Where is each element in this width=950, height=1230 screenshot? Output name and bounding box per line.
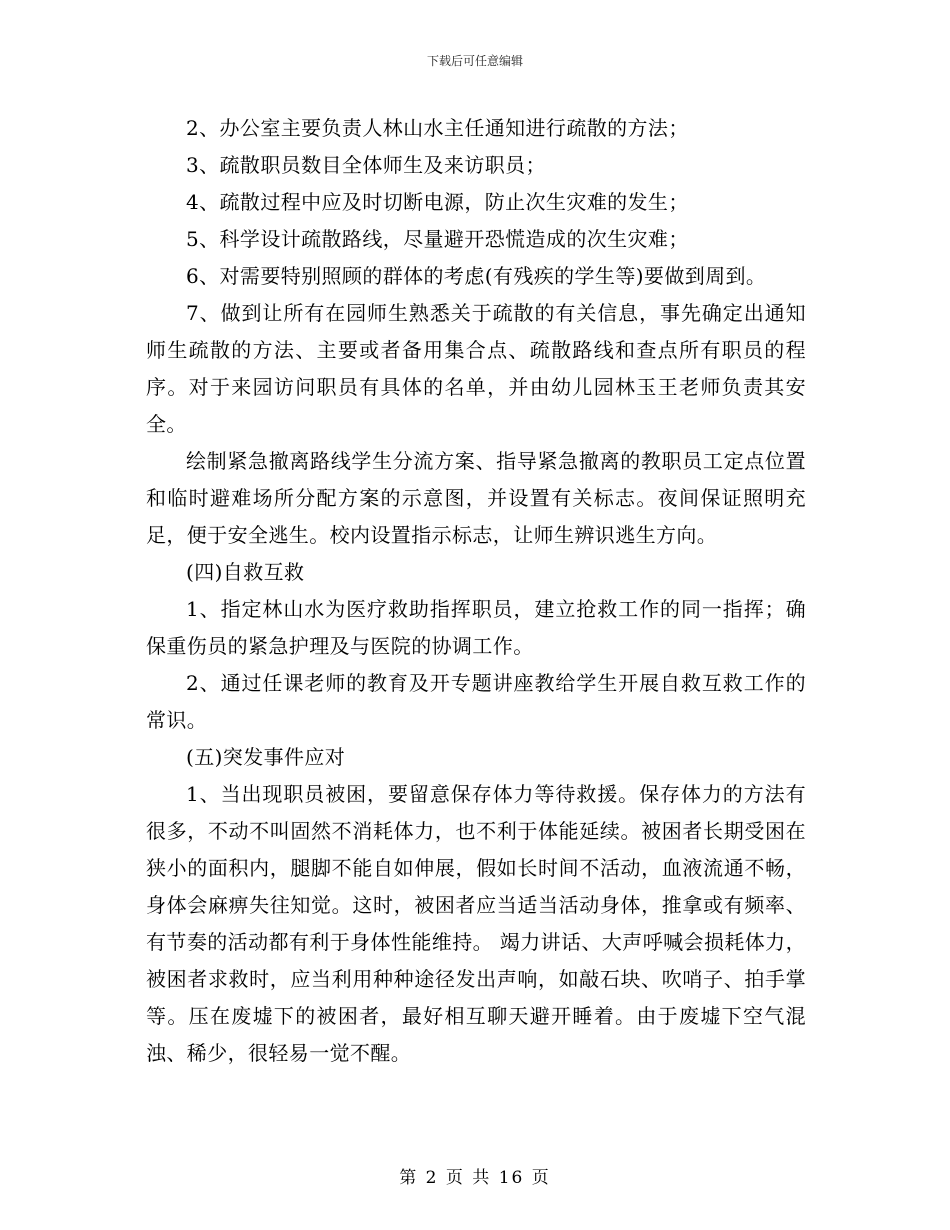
page-header: 下载后可任意编辑	[426, 54, 523, 68]
page-footer: 第 2 页 共 16 页	[399, 1168, 551, 1188]
paragraph-item-6: 6、对需要特别照顾的群体的考虑(有残疾的学生等)要做到周到。	[186, 264, 767, 288]
paragraph-item-4: 4、疏散过程中应及时切断电源，防止次生灾难的发生；	[186, 190, 689, 214]
paragraph-emergency-1: 1、当出现职员被困，要留意保存体力等待救援。保存体力的方法有很多，不动不叫固然不消耗体力，也不利于体能延续。被困者长期受困在狭小的面积内，腿脚不能自如伸展，假如长时间不活动，血液流通不畅，身体会麻痹失往知觉。这时，被困者应当适当活动身体，推拿或有频率、有节奏的活动都有利于身体性能维持。 竭力讲话、大声呼喊会损耗体力，被困者求救时，应当利用种种途径发出声响，如敲石块、吹哨子、拍手掌等。压在废墟下的被困者，最好相互聊天避开睡着。由于废墟下空气混浊、稀少，很轻易一觉不醒。	[146, 782, 806, 1065]
section-heading-self-rescue: (四)自救互救	[186, 560, 305, 584]
paragraph-item-7: 7、做到让所有在园师生熟悉关于疏散的有关信息，事先确定出通知师生疏散的方法、主要或者备用集合点、疏散路线和查点所有职员的程序。对于来园访问职员有具体的名单，并由幼儿园林玉王老师负责其安全。	[146, 301, 806, 436]
paragraph-item-3: 3、疏散职员数目全体师生及来访职员；	[186, 153, 546, 177]
paragraph-item-2: 2、办公室主要负责人林山水主任通知进行疏散的方法；	[186, 116, 689, 140]
paragraph-item-5: 5、科学设计疏散路线，尽量避开恐慌造成的次生灾难；	[186, 227, 689, 251]
section-heading-emergency: (五)突发事件应对	[186, 745, 346, 769]
paragraph-evacuation-map: 绘制紧急撤离路线学生分流方案、指导紧急撤离的教职员工定点位置和临时避难场所分配方案的示意图，并设置有关标志。夜间保证照明充足，便于安全逃生。校内设置指示标志，让师生辨识逃生方向。	[146, 449, 806, 547]
document-body	[146, 110, 806, 1072]
paragraph-rescue-1: 1、指定林山水为医疗救助指挥职员，建立抢救工作的同一指挥；确保重伤员的紧急护理及与医院的协调工作。	[146, 597, 806, 658]
paragraph-rescue-2: 2、通过任课老师的教育及开专题讲座教给学生开展自救互救工作的常识。	[146, 671, 806, 732]
